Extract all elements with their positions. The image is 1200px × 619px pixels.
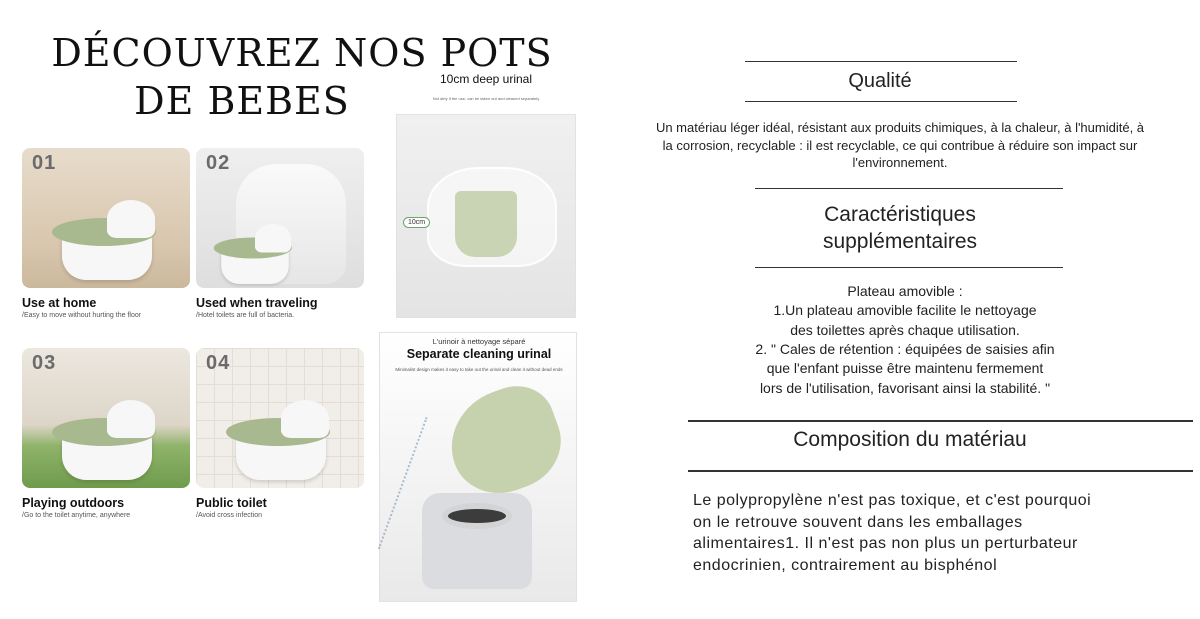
potty-image [52, 200, 162, 280]
section-heading-caracteristiques: Caractéristiques supplémentaires [822, 203, 978, 254]
potty-base-image [422, 493, 532, 589]
urinal-insert [455, 191, 517, 257]
title-line-2: DE BEBES [134, 78, 350, 123]
text-line: que l'enfant puisse être maintenu fermement [766, 360, 1044, 377]
card-number: 03 [32, 352, 57, 374]
card-subcaption: /Avoid cross infection [196, 512, 263, 519]
divider [745, 61, 1017, 62]
text-line: des toilettes après chaque utilisation. [790, 321, 1020, 338]
text-line: lors de l'utilisation, favorisant ainsi la stabilité. " [759, 379, 1051, 396]
section-heading-composition: Composition du matériau [793, 428, 1027, 451]
section-heading-qualite: Qualité [848, 70, 912, 92]
card-subcaption: /Easy to move without hurting the floor [22, 312, 142, 319]
text-line: 2. " Cales de rétention : équipées de saisies afin [755, 340, 1055, 357]
card-number: 02 [206, 152, 231, 174]
panel-title: Separate cleaning urinal [406, 347, 552, 361]
card-subcaption: /Go to the toilet anytime, anywhere [22, 512, 131, 519]
card-caption: Playing outdoors [22, 496, 125, 510]
usage-photo-public [196, 348, 364, 488]
divider [688, 470, 1193, 472]
separate-cleaning-panel [379, 332, 577, 602]
composition-text: Le polypropylène n'est pas toxique, et c'est pourquoi on le retrouve souvent dans les emballages alimentaires1. Il n'est pas non plus un perturbateur endocrinien, contrairement au bisphénol [693, 492, 1092, 574]
card-subcaption: /Hotel toilets are full of bacteria. [196, 312, 295, 319]
potty-image [226, 400, 336, 480]
usage-photo-outdoors [22, 348, 190, 488]
usage-card-home [22, 148, 190, 319]
divider [688, 420, 1193, 422]
usage-photo-home [22, 148, 190, 288]
panel-caption-fr: L'urinoir à nettoyage séparé [432, 337, 526, 346]
qualite-text: Un matériau léger idéal, résistant aux produits chimiques, à la chaleur, à l'humidité, à la corrosion, recyclable : il est recyclable, ce qui contribue à réduire son impact sur l'environnement. [655, 120, 1145, 171]
usage-card-travel [196, 148, 364, 319]
card-caption: Use at home [22, 296, 97, 310]
panel-subtext: Minimalist design makes it easy to take out the urinal and clean it without dead ends [395, 367, 563, 372]
usage-card-outdoors [22, 348, 190, 519]
caracteristiques-text [700, 282, 1110, 398]
potty-image [214, 224, 297, 284]
title-line-1: DÉCOUVREZ NOS POTS [51, 31, 553, 75]
divider [755, 188, 1063, 189]
card-caption: Used when traveling [196, 296, 318, 310]
urinal-depth-heading: 10cm deep urinal [439, 72, 533, 86]
text-line: 1.Un plateau amovible facilite le nettoyage [773, 302, 1037, 319]
text-line: Plateau amovible : [847, 283, 963, 299]
card-number: 04 [206, 352, 231, 374]
usage-card-public [196, 348, 364, 519]
divider [745, 101, 1017, 102]
depth-measure-label: 10cm [403, 217, 430, 228]
card-number: 01 [32, 152, 57, 174]
potty-image [52, 400, 162, 480]
divider [755, 267, 1063, 268]
urinal-depth-subtext: Not dirty if the use, can be taken out and cleaned separately [432, 96, 540, 101]
usage-photo-travel [196, 148, 364, 288]
card-caption: Public toilet [196, 496, 267, 510]
urinal-depth-image [396, 114, 576, 318]
